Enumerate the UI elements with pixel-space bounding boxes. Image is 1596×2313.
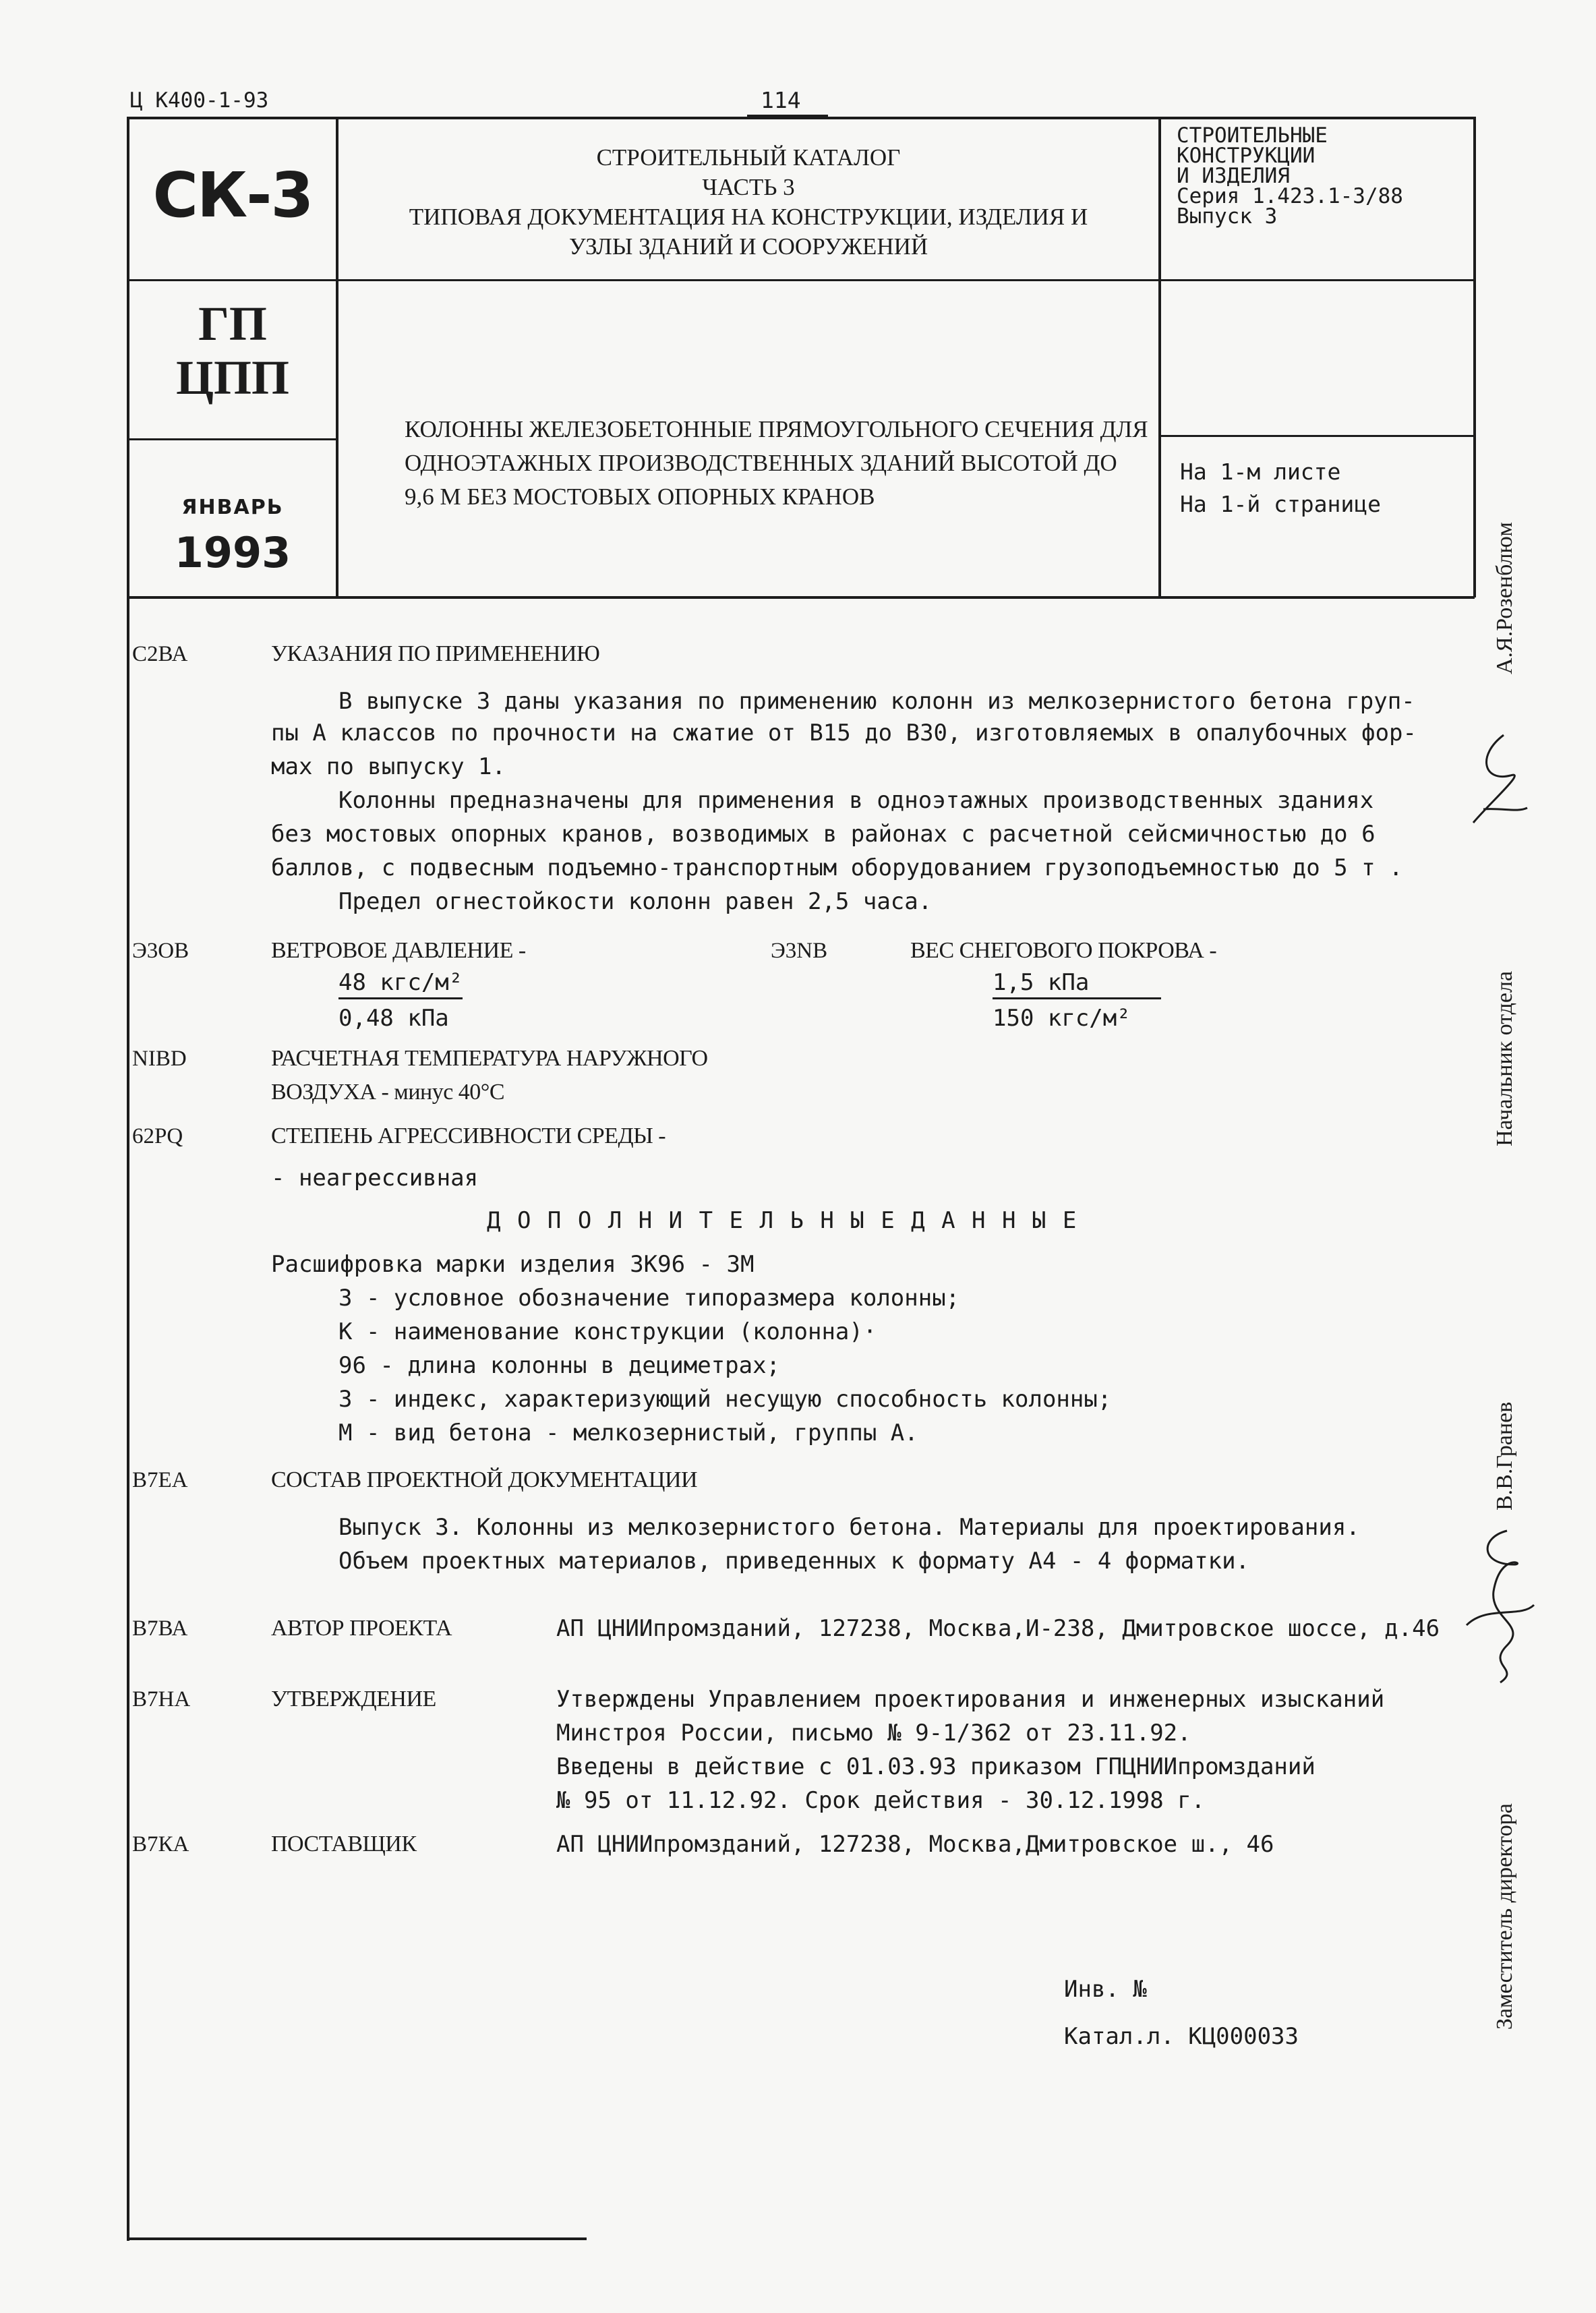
org-line: ГП (198, 297, 267, 351)
signer-role-2: Заместитель директора (1492, 1803, 1517, 2030)
section-code: В7НА (132, 1687, 191, 1711)
catalog-line: УЗЛЫ ЗДАНИЙ И СООРУЖЕНИЙ (568, 233, 928, 260)
catalog-logo: СК-3 (152, 159, 313, 231)
catalog-line: ЧАСТЬ 3 (702, 174, 795, 200)
series-line: И ИЗДЕЛИЯ (1177, 164, 1290, 188)
section-heading-additional: Д О П О Л Н И Т Е Л Ь Н Ы Е Д А Н Н Ы Е (487, 1207, 1078, 1234)
title-line: КОЛОННЫ ЖЕЛЕЗОБЕТОННЫЕ ПРЯМОУГОЛЬНОГО СЕЧЕНИЯ ДЛЯ (405, 416, 1148, 442)
aggressiveness-value: - неагрессивная (271, 1165, 479, 1192)
catalog-title-block (338, 143, 1158, 262)
signature-1 (1463, 728, 1537, 843)
series-line: СТРОИТЕЛЬНЫЕ (1177, 123, 1328, 148)
signer-role-1: Начальник отдела (1492, 970, 1517, 1146)
document-title (405, 413, 1148, 514)
usage-line: пы А классов по прочности на сжатие от В15 до В30, изготовляемых в опалубочных фор- (271, 720, 1417, 746)
composition-line: Выпуск 3. Колонны из мелкозернистого бетона. Материалы для проектирования. (338, 1514, 1360, 1541)
section-heading-author: АВТОР ПРОЕКТА (271, 1616, 452, 1641)
series-number: Серия 1.423.1-3/88 (1177, 184, 1403, 208)
section-code: В7КА (132, 1832, 189, 1856)
section-code: В7ЕА (132, 1468, 188, 1492)
approval-line: Введены в действие с 01.03.93 приказом ГПЦНИИпромзданий (556, 1753, 1316, 1780)
signer-name-1: А.Я.Розенблюм (1492, 522, 1517, 674)
document-code: Ц К400-1-93 (130, 88, 269, 113)
issue-number: Выпуск 3 (1177, 204, 1278, 229)
header-top-border (128, 117, 1475, 119)
inventory-number: Инв. № (1064, 1976, 1147, 2003)
section-heading-composition: СОСТАВ ПРОЕКТНОЙ ДОКУМЕНТАЦИИ (271, 1467, 698, 1492)
signer-name-2: В.В.Гранев (1492, 1401, 1517, 1511)
section-code: В7ВА (132, 1616, 188, 1641)
catalog-sheet-number: Катал.л. КЦ000033 (1064, 2023, 1299, 2050)
page-number: 114 (761, 87, 801, 113)
marking-item: 96 - длина колонны в дециметрах; (338, 1352, 781, 1379)
section-code: Э3NB (771, 939, 828, 963)
title-line: 9,6 М БЕЗ МОСТОВЫХ ОПОРНЫХ КРАНОВ (405, 484, 875, 510)
org-block (129, 297, 336, 405)
sheet-info (1180, 456, 1381, 521)
outdoor-temperature: ВОЗДУХА - минус 40°С (271, 1080, 505, 1105)
supplier-value: АП ЦНИИпромзданий, 127238, Москва,Дмитровское ш., 46 (556, 1831, 1274, 1858)
usage-line: мах по выпуску 1. (271, 753, 506, 780)
org-line: ЦПП (175, 351, 289, 405)
section-heading-approval: УТВЕРЖДЕНИЕ (271, 1687, 436, 1711)
marking-item: М - вид бетона - мелкозернистый, группы А. (338, 1419, 918, 1446)
author-value: АП ЦНИИпромзданий, 127238, Москва,И-238, Дмитровское шоссе, д.46 (556, 1615, 1440, 1642)
section-heading-supplier: ПОСТАВЩИК (271, 1832, 417, 1856)
marking-item: 3 - индекс, характеризующий несущую способность колонны; (338, 1386, 1112, 1413)
issue-year: 1993 (174, 528, 291, 577)
catalog-line: ТИПОВАЯ ДОКУМЕНТАЦИЯ НА КОНСТРУКЦИИ, ИЗДЕЛИЯ И (409, 204, 1088, 230)
usage-line: Колонны предназначены для применения в одноэтажных производственных зданиях (338, 787, 1374, 814)
approval-line: № 95 от 11.12.92. Срок действия - 30.12.1998 г. (556, 1787, 1206, 1814)
snow-load-kpa: 1,5 кПа (993, 968, 1161, 999)
issue-month: ЯНВАРЬ (181, 496, 284, 519)
section-code: 62РQ (132, 1124, 183, 1148)
section-code: Э3ОВ (132, 939, 189, 963)
marking-item: 3 - условное обозначение типоразмера колонны; (338, 1285, 960, 1312)
signature-2 (1460, 1524, 1541, 1686)
composition-line: Объем проектных материалов, приведенных к формату А4 - 4 форматки. (338, 1548, 1250, 1575)
marking-item: К - наименование конструкции (колонна)· (338, 1318, 877, 1345)
section-code: С2ВА (132, 642, 188, 666)
title-line: ОДНОЭТАЖНЫХ ПРОИЗВОДСТВЕННЫХ ЗДАНИЙ ВЫСОТОЙ ДО (405, 450, 1117, 476)
series-block (1177, 125, 1403, 227)
section-heading-aggressiveness: СТЕПЕНЬ АГРЕССИВНОСТИ СРЕДЫ - (271, 1123, 666, 1148)
snow-load-kgs: 150 кгс/м² (993, 1005, 1131, 1032)
wind-pressure-kgs: 48 кгс/м² (338, 968, 463, 999)
usage-line: баллов, с подвесным подъемно-транспортным оборудованием грузоподъемностью до 5 т . (271, 854, 1403, 881)
section-code: NIBD (132, 1047, 187, 1071)
sheet-count: На 1-м листе (1180, 459, 1341, 485)
series-line: КОНСТРУКЦИИ (1177, 144, 1316, 168)
wind-pressure-kpa: 0,48 кПа (338, 1005, 449, 1032)
approval-line: Утверждены Управлением проектирования и инженерных изысканий (556, 1686, 1385, 1713)
catalog-line: СТРОИТЕЛЬНЫЙ КАТАЛОГ (596, 144, 901, 171)
marking-intro: Расшифровка марки изделия 3К96 - 3М (271, 1251, 755, 1278)
approval-line: Минстроя России, письмо № 9-1/362 от 23.11.92. (556, 1720, 1191, 1747)
usage-line: В выпуске 3 даны указания по применению колонн из мелкозернистого бетона груп- (338, 688, 1415, 715)
usage-line: без мостовых опорных кранов, возводимых в районах с расчетной сейсмичностью до 6 (271, 821, 1376, 848)
section-heading-wind: ВЕТРОВОЕ ДАВЛЕНИЕ - (271, 938, 526, 963)
section-heading-temperature: РАСЧЕТНАЯ ТЕМПЕРАТУРА НАРУЖНОГО (271, 1046, 708, 1071)
section-heading-usage: УКАЗАНИЯ ПО ПРИМЕНЕНИЮ (271, 641, 600, 666)
section-heading-snow: ВЕС СНЕГОВОГО ПОКРОВА - (910, 938, 1217, 963)
header-bottom-border (128, 596, 1475, 599)
page-count: На 1-й странице (1180, 491, 1382, 517)
usage-line: Предел огнестойкости колонн равен 2,5 часа. (338, 888, 933, 915)
